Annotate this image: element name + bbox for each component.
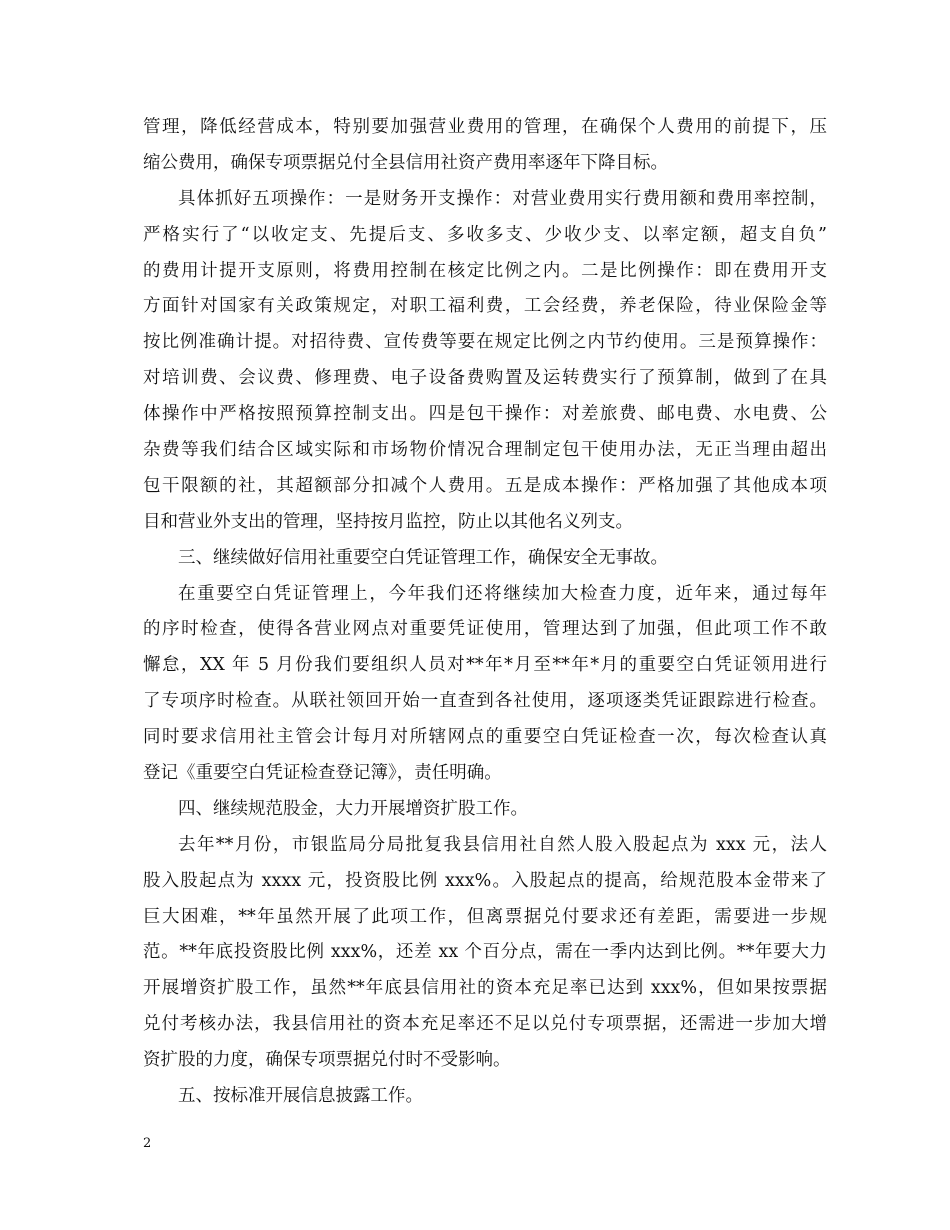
text-line: 同时要求信用社主管会计每月对所辖网点的重要空白凭证检查一次，每次检查认真 [143, 727, 827, 748]
document-body [143, 110, 827, 1115]
paragraph-start: 具体抓好五项操作：一是财务开支操作：对营业费用实行费用额和费用率控制， [178, 188, 827, 209]
text-line: 包干限额的社，其超额部分扣减个人费用。五是成本操作：严格加强了其他成本项 [143, 475, 827, 496]
text-line: 兑付考核办法，我县信用社的资本充足率还不足以兑付专项票据，还需进一步加大增 [143, 1014, 827, 1035]
text-line: 体操作中严格按照预算控制支出。四是包干操作：对差旅费、邮电费、水电费、公 [143, 404, 827, 425]
text-line: 范。**年底投资股比例 xxx%，还差 xx 个百分点，需在一季内达到比例。**年要大力 [143, 942, 827, 963]
text-line: 登记《重要空白凭证检查登记簿》，责任明确。 [143, 763, 502, 784]
paragraph-start: 在重要空白凭证管理上，今年我们还将继续加大检查力度，近年来，通过每年 [178, 583, 827, 604]
section-heading: 四、继续规范股金，大力开展增资扩股工作。 [178, 798, 528, 819]
text-line: 巨大困难，**年虽然开展了此项工作，但离票据兑付要求还有差距，需要进一步规 [143, 906, 827, 927]
text-line: 杂费等我们结合区域实际和市场物价情况合理制定包干使用办法，无正当理由超出 [143, 440, 827, 461]
text-line: 缩公费用，确保专项票据兑付全县信用社资产费用率逐年下降目标。 [143, 152, 668, 173]
text-line: 开展增资扩股工作，虽然**年底县信用社的资本充足率已达到 xxx%，但如果按票据 [143, 978, 827, 999]
text-line: 股入股起点为 xxxx 元，投资股比例 xxx%。入股起点的提高，给规范股本金带来了 [143, 870, 827, 891]
text-line: 严格实行了“以收定支、先提后支、多收多支、少收少支、以率定额，超支自负” [143, 224, 827, 245]
page-number: 2 [143, 1136, 152, 1151]
text-line: 的序时检查，使得各营业网点对重要凭证使用，管理达到了加强，但此项工作不敢 [143, 619, 827, 640]
text-line: 了专项序时检查。从联社领回开始一直查到各社使用，逐项逐类凭证跟踪进行检查。 [143, 691, 827, 712]
text-line: 对培训费、会议费、修理费、电子设备费购置及运转费实行了预算制，做到了在具 [143, 368, 827, 389]
section-heading: 三、继续做好信用社重要空白凭证管理工作，确保安全无事故。 [178, 547, 668, 568]
text-line: 方面针对国家有关政策规定，对职工福利费，工会经费，养老保险，待业保险金等 [143, 296, 827, 317]
text-line: 的费用计提开支原则，将费用控制在核定比例之内。二是比例操作：即在费用开支 [143, 260, 827, 281]
text-line: 资扩股的力度，确保专项票据兑付时不受影响。 [143, 1050, 511, 1071]
text-line: 管理，降低经营成本，特别要加强营业费用的管理，在确保个人费用的前提下，压 [143, 117, 827, 137]
text-line: 目和营业外支出的管理，坚持按月监控，防止以其他名义列支。 [143, 511, 633, 532]
paragraph-start: 去年**月份，市银监局分局批复我县信用社自然人股入股起点为 xxx 元，法人 [178, 834, 827, 855]
text-line: 按比例准确计提。对招待费、宣传费等要在规定比例之内节约使用。三是预算操作： [143, 332, 827, 353]
section-heading: 五、按标准开展信息披露工作。 [178, 1086, 423, 1107]
text-line: 懈怠，XX 年 5 月份我们要组织人员对**年*月至**年*月的重要空白凭证领用进行 [143, 655, 827, 676]
